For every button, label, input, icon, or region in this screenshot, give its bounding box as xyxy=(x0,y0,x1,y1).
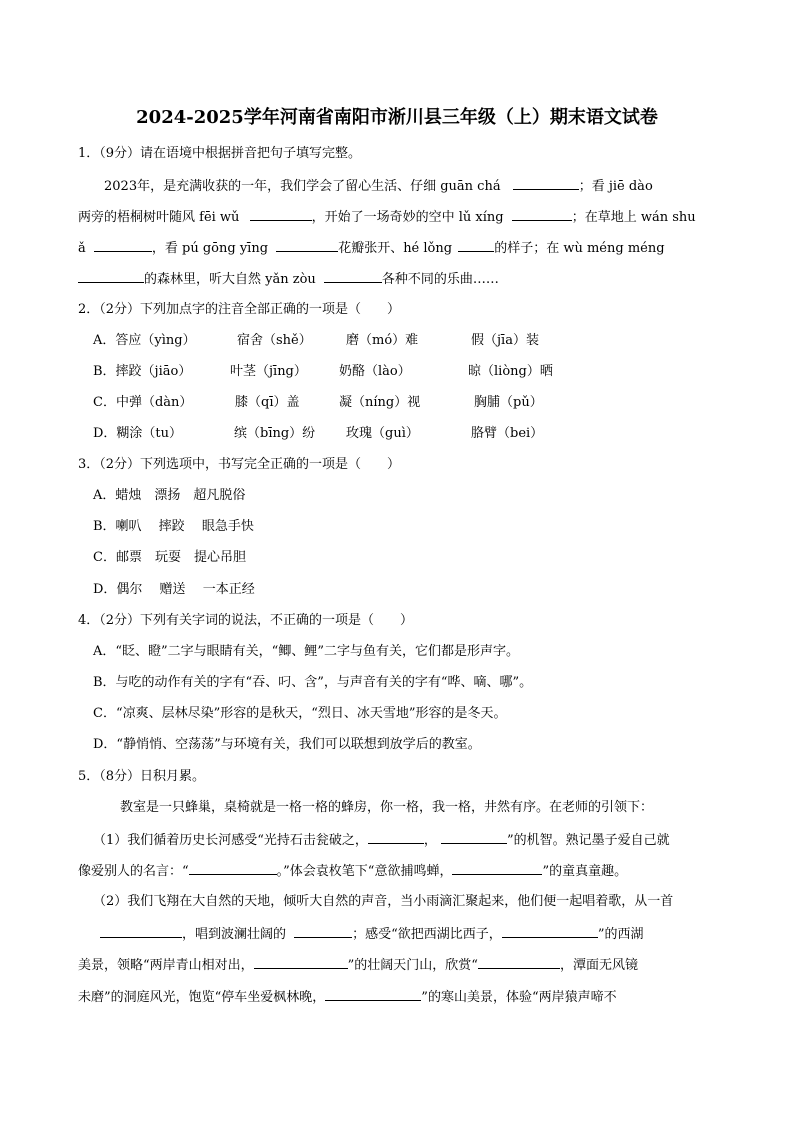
q5-sub1-line1 xyxy=(93,830,670,850)
q1-text: 花瓣张开、hé lǒng xyxy=(338,241,453,256)
q1-text: ǎ xyxy=(78,241,86,256)
answer-blank[interactable] xyxy=(458,238,494,252)
q5-text: ”的机智。熟记墨子爱自己就 xyxy=(506,833,670,848)
q1-text: ，看 pú gōng yīng xyxy=(151,241,269,256)
q5-sub2-line3 xyxy=(78,955,638,975)
page-title: 2024-2025学年河南省南阳市淅川县三年级（上）期末语文试卷 xyxy=(136,107,658,128)
q2-word: 宿舍（shě） xyxy=(237,333,312,348)
q1-text: ，开始了一场奇妙的空中 lǔ xíng xyxy=(311,210,504,225)
q2-word: 磨（mó）难 xyxy=(346,333,419,348)
q5-text: ；感受“欲把西湖比西子， xyxy=(352,927,502,942)
q5-intro: 教室是一只蜂巢，桌椅就是一格一格的蜂房，你一格，我一格，井然有序。在老师的引领下： xyxy=(120,800,654,815)
q1-line3 xyxy=(78,238,665,258)
q4-option-d[interactable]: D．“静悄悄、空荡荡”与环境有关，我们可以联想到放学后的教室。 xyxy=(93,737,481,752)
answer-blank[interactable] xyxy=(512,207,572,221)
q1-text: 2023年，是充满收获的一年，我们学会了留心生活、仔细 guān chá xyxy=(104,179,501,194)
q5-sub2-line2 xyxy=(100,924,643,944)
q5-text: 未磨”的洞庭风光，饱览“停车坐爱枫林晚， xyxy=(78,990,326,1005)
q5-text: ”的童真童趣。 xyxy=(542,864,628,879)
q5-text: ”的西湖 xyxy=(597,927,644,942)
q2-stem: 2．（2分）下列加点字的注音全部正确的一项是（ ） xyxy=(78,302,401,317)
q1-line2 xyxy=(78,207,696,227)
q2-word: 假（jīa）装 xyxy=(471,333,539,348)
q1-text: 两旁的梧桐树叶随风 fēi wǔ xyxy=(78,210,240,225)
answer-blank[interactable] xyxy=(250,207,312,221)
q1-line4 xyxy=(78,269,499,289)
answer-blank[interactable] xyxy=(100,924,182,938)
q3-option-c[interactable]: C．邮票 玩耍 提心吊胆 xyxy=(93,550,246,565)
q5-text: 美景，领略“两岸青山相对出， xyxy=(78,958,254,973)
q5-text: ”的壮阔天门山，欣赏“ xyxy=(347,958,478,973)
answer-blank[interactable] xyxy=(254,955,348,969)
q3-stem: 3．（2分）下列选项中，书写完全正确的一项是（ ） xyxy=(78,457,401,472)
q2-option-a[interactable]: A．答应（yìng） xyxy=(93,333,196,348)
q2-word: 缤（bīng）纷 xyxy=(234,426,316,441)
q4-option-c[interactable]: C．“凉爽、层林尽染”形容的是秋天，“烈日、冰天雪地”形容的是冬天。 xyxy=(93,706,507,721)
q2-word: 玫瑰（guì） xyxy=(346,426,419,441)
q4-stem: 4．（2分）下列有关字词的说法，不正确的一项是（ ） xyxy=(78,613,414,628)
q2-word: 膝（qī）盖 xyxy=(235,395,300,410)
q3-option-d[interactable]: D．偶尔 赠送 一本正经 xyxy=(93,582,255,597)
q2-word: 叶茎（jīng） xyxy=(230,364,307,379)
q5-stem: 5．（8分）日积月累。 xyxy=(78,769,206,784)
q3-option-a[interactable]: A．蜡烛 漂扬 超凡脱俗 xyxy=(93,488,246,503)
q2-option-b[interactable]: B．摔跤（jiāo） xyxy=(93,364,192,379)
answer-blank[interactable] xyxy=(189,861,277,875)
q2-option-d[interactable]: D．糊涂（tu） xyxy=(93,426,183,441)
answer-blank[interactable] xyxy=(324,269,382,283)
q5-sub2-line1: （2）我们飞翔在大自然的天地，倾听大自然的声音，当小雨滴汇聚起来，他们便一起唱着歌，从一首 xyxy=(93,894,674,909)
q4-option-a[interactable]: A．“眨、瞪”二字与眼睛有关，“鲫、鲤”二字与鱼有关，它们都是形声字。 xyxy=(93,644,519,659)
answer-blank[interactable] xyxy=(276,238,338,252)
q5-sub2-line4 xyxy=(78,987,617,1007)
q3-option-b[interactable]: B．喇叭 摔跤 眼急手快 xyxy=(93,519,254,534)
q5-text: 像爱别人的名言：“ xyxy=(78,864,189,879)
q1-line1 xyxy=(104,176,653,196)
q2-word: 凝（níng）视 xyxy=(339,395,421,410)
answer-blank[interactable] xyxy=(325,987,421,1001)
q5-text: （1）我们循着历史长河感受“光持石击瓮破之， xyxy=(93,833,368,848)
answer-blank[interactable] xyxy=(94,238,152,252)
answer-blank[interactable] xyxy=(294,924,352,938)
answer-blank[interactable] xyxy=(513,176,579,190)
q5-text: ，潭面无风镜 xyxy=(559,958,638,973)
answer-blank[interactable] xyxy=(368,830,424,844)
q2-option-c[interactable]: C．中弹（dàn） xyxy=(93,395,193,410)
q1-text: ；看 jiē dào xyxy=(578,179,653,194)
answer-blank[interactable] xyxy=(478,955,560,969)
q1-text: 的森林里，听大自然 yǎn zòu xyxy=(144,272,316,287)
answer-blank[interactable] xyxy=(78,269,144,283)
q1-text: ；在草地上 wán shu xyxy=(571,210,696,225)
q5-text: ，唱到波澜壮阔的 xyxy=(182,927,287,942)
q4-option-b[interactable]: B．与吃的动作有关的字有“吞、叼、含”，与声音有关的字有“哗、嘀、哪”。 xyxy=(93,675,533,690)
q2-word: 晾（liòng）晒 xyxy=(468,364,553,379)
answer-blank[interactable] xyxy=(441,830,507,844)
q2-word: 胳臂（bei） xyxy=(471,426,544,441)
q1-stem: 1．（9分）请在语境中根据拼音把句子填写完整。 xyxy=(78,146,362,161)
q5-text: ， xyxy=(423,833,437,848)
q5-text: 。”体会袁枚笔下“意欲捕鸣蝉， xyxy=(276,864,453,879)
answer-blank[interactable] xyxy=(452,861,542,875)
q2-word: 胸脯（pǔ） xyxy=(474,395,543,410)
q1-text: 各种不同的乐曲…… xyxy=(381,272,499,287)
answer-blank[interactable] xyxy=(502,924,598,938)
q1-text: 的样子；在 wù méng méng xyxy=(494,241,665,256)
q5-text: ”的寒山美景，体验“两岸猿声啼不 xyxy=(421,990,617,1005)
q2-word: 奶酪（lào） xyxy=(339,364,411,379)
q5-sub1-line2 xyxy=(78,861,627,881)
